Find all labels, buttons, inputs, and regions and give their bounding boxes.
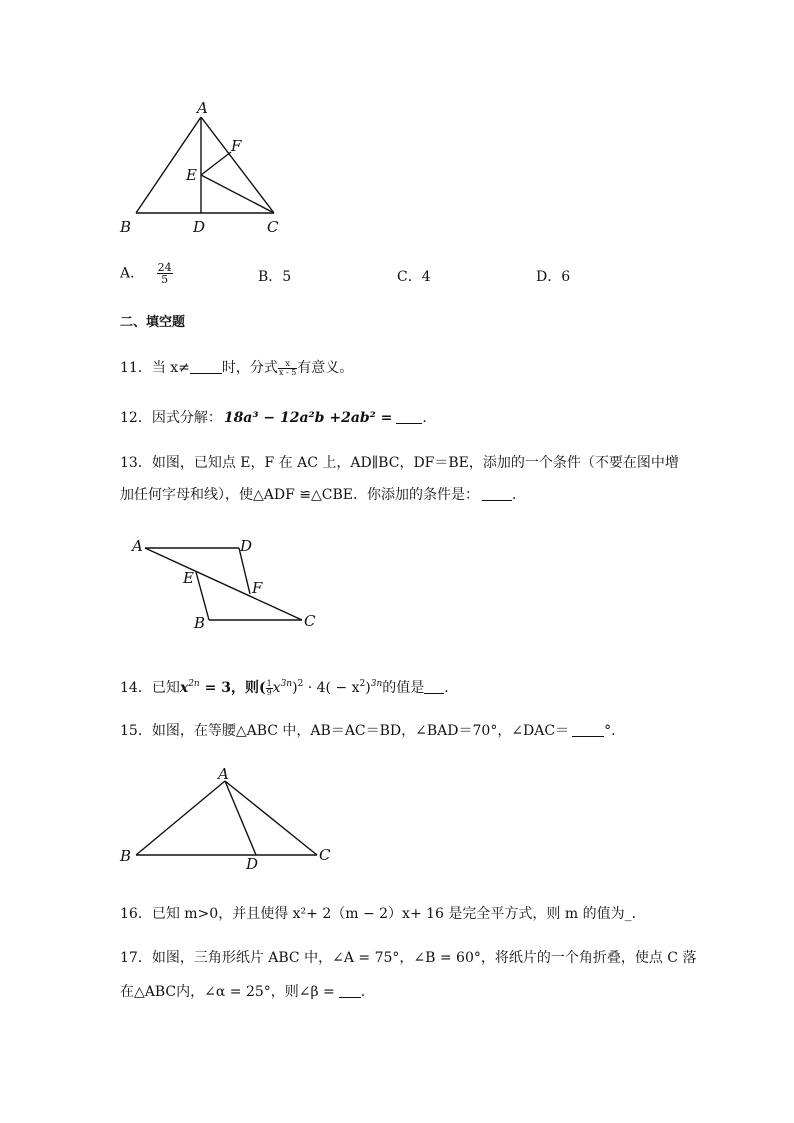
label-d: D (193, 218, 206, 236)
option-a: A． $\frac{24}{5}$ (120, 261, 172, 286)
label-a: A (197, 99, 208, 117)
option-b: B．5 (258, 269, 292, 285)
answer-blank-17 (339, 997, 361, 998)
q14-fraction: $\frac{1}{9}$ (266, 678, 272, 697)
q12-expression: 18a³ − 12a²b +2ab² = (223, 410, 393, 426)
answer-blank-11 (190, 373, 222, 374)
label-f: F (231, 137, 242, 155)
label-f: F (252, 579, 263, 597)
question-12: 12．因式分解： 18a³ − 12a²b +2ab² = ． (120, 410, 437, 426)
segment-ef (201, 152, 231, 175)
segment-ab (136, 117, 201, 213)
segment-eb (196, 572, 209, 620)
question-17-line-1: 17．如图，三角形纸片 ABC 中，∠A = 75°，∠B = 60°，将纸片的一个角折叠，使点 C 落 (120, 950, 697, 966)
q11-fraction: $\frac{x}{x - 5}$ (278, 358, 297, 377)
option-d: D．6 (536, 269, 571, 285)
answer-blank-12 (396, 423, 422, 424)
segment-ec (201, 175, 274, 213)
section-title: 二、填空题 (120, 315, 186, 330)
option-c: C．4 (397, 269, 431, 285)
segment-ac (145, 548, 302, 620)
label-e: E (186, 166, 197, 184)
answer-blank-14 (424, 693, 444, 694)
segment-ac (201, 117, 274, 213)
question-16: 16．已知 m>0，并且使得 x²+ 2（m − 2）x+ 16 是完全平方式，则 m 的值为_． (120, 906, 646, 922)
label-d: D (240, 537, 253, 555)
segment-ab (136, 781, 225, 855)
option-a-fraction: $\frac{24}{5}$ (157, 261, 172, 286)
label-a: A (218, 765, 229, 783)
question-15: 15．如图，在等腰△ABC 中，AB＝AC＝BD，∠BAD＝70°，∠DAC＝ °． (120, 723, 626, 739)
segment-ac (225, 781, 317, 855)
figure-triangle-altitude (110, 98, 310, 243)
label-c: C (304, 612, 316, 630)
segment-ad (225, 781, 256, 855)
label-e: E (183, 569, 194, 587)
question-11: 11．当 x≠ 时，分式 $\frac{x}{x - 5}$ 有意义。 (120, 358, 354, 377)
figure-isosceles-triangle (112, 764, 332, 874)
label-b: B (120, 847, 132, 865)
answer-blank-13 (482, 500, 512, 501)
label-b: B (194, 614, 206, 632)
label-b: B (120, 218, 132, 236)
label-a: A (132, 537, 143, 555)
question-17-line-2: 在△ABC内，∠α = 25°，则∠β = ． (120, 984, 375, 1000)
label-c: C (267, 218, 279, 236)
answer-blank-15 (572, 736, 604, 737)
question-13-line-1: 13．如图，已知点 E，F 在 AC 上，AD∥BC，DF＝BE，添加的一个条件（不要在图中增 (120, 455, 679, 471)
question-13-line-2: 加任何字母和线），使△ADF ≌△CBE．你添加的条件是： ． (120, 487, 526, 503)
label-d: D (246, 855, 259, 873)
figure-parallel-lines (128, 535, 323, 635)
label-c: C (319, 846, 331, 864)
question-14: 14．已知$x^{2n} = 3$，则( $\frac{1}{9}$ $x^{3n})^2 \cdot 4( - x^2)^{3n}$的值是 ． (120, 678, 459, 697)
